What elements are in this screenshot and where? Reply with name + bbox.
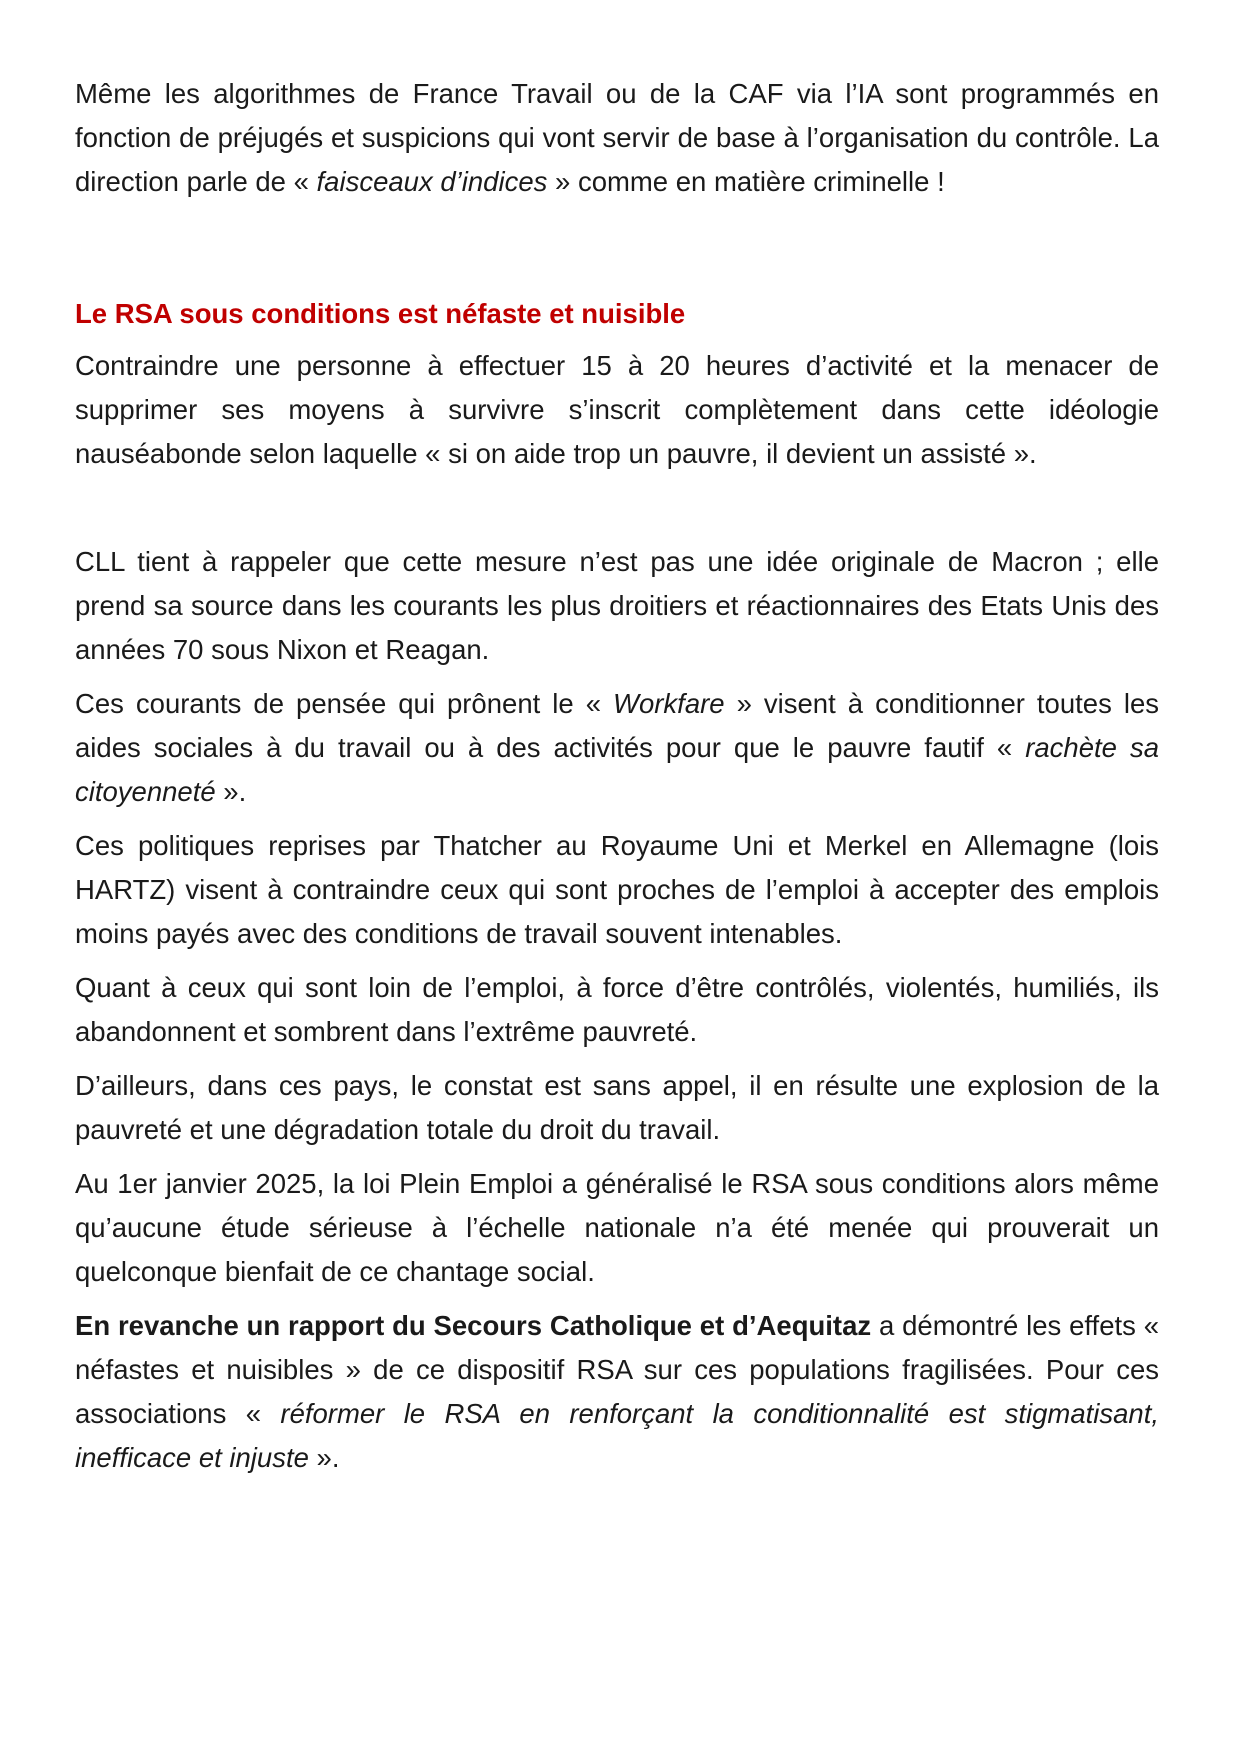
quote-reformer-rsa: réformer le RSA en renforçant la conditionnalité est stigmatisant, inefficace et injuste <box>75 1398 1160 1473</box>
paragraph-loi-plein-emploi: Au 1er janvier 2025, la loi Plein Emploi a généralisé le RSA sous conditions alors même qu’aucune étude sérieuse à l’échelle nationale n’a été menée qui prouverait un quelconque bienfait de ce chantage social. <box>75 1168 1159 1287</box>
quote-faisceaux-indices: faisceaux d’indices <box>316 166 548 197</box>
section-heading: Le RSA sous conditions est néfaste et nuisible <box>75 298 686 329</box>
paragraph-algorithms: Même les algorithmes de France Travail ou de la CAF via l’IA sont programmés en fonction de préjugés et suspicions qui vont servir de base à l’organisation du contrôle. La direction parle de « faisceaux d’indices » comme en matière criminelle ! <box>75 78 1159 197</box>
bold-rapport: En revanche un rapport du Secours Catholique et d’Aequitaz <box>75 1310 872 1341</box>
paragraph-secours-catholique: En revanche un rapport du Secours Catholique et d’Aequitaz a démontré les effets « néfastes et nuisibles » de ce dispositif RSA sur ces populations fragilisées. Pour ces associations « réformer le RSA en renforçant la conditionnalité est stigmatisant, inefficace et injuste ». <box>75 1310 1160 1473</box>
paragraph-thatcher-merkel: Ces politiques reprises par Thatcher au Royaume Uni et Merkel en Allemagne (lois HARTZ) visent à contraindre ceux qui sont proches de l’emploi à accepter des emplois moins payés avec des conditions de travail souvent intenables. <box>75 830 1159 949</box>
term-workfare: Workfare <box>613 688 725 719</box>
paragraph-ailleurs: D’ailleurs, dans ces pays, le constat est sans appel, il en résulte une explosion de la pauvreté et une dégradation totale du droit du travail. <box>75 1070 1159 1145</box>
paragraph-workfare: Ces courants de pensée qui prônent le « Workfare » visent à conditionner toutes les aides sociales à du travail ou à des activités pour que le pauvre fautif « rachète sa citoyenneté ». <box>75 688 1159 807</box>
quote-rachete: rachète sa citoyenneté <box>75 732 1159 807</box>
paragraph-cll: CLL tient à rappeler que cette mesure n’est pas une idée originale de Macron ; elle prend sa source dans les courants les plus droitiers et réactionnaires des Etats Unis des années 70 sous Nixon et Reagan. <box>75 546 1159 665</box>
paragraph-contraindre: Contraindre une personne à effectuer 15 à 20 heures d’activité et la menacer de supprimer ses moyens à survivre s’inscrit complètement dans cette idéologie nauséabonde selon laquelle « si on aide trop un pauvre, il devient un assisté ». <box>75 350 1159 469</box>
paragraph-loin-emploi: Quant à ceux qui sont loin de l’emploi, à force d’être contrôlés, violentés, humiliés, ils abandonnent et sombrent dans l’extrême pauvreté. <box>75 972 1159 1047</box>
document-page <box>75 72 1159 1480</box>
